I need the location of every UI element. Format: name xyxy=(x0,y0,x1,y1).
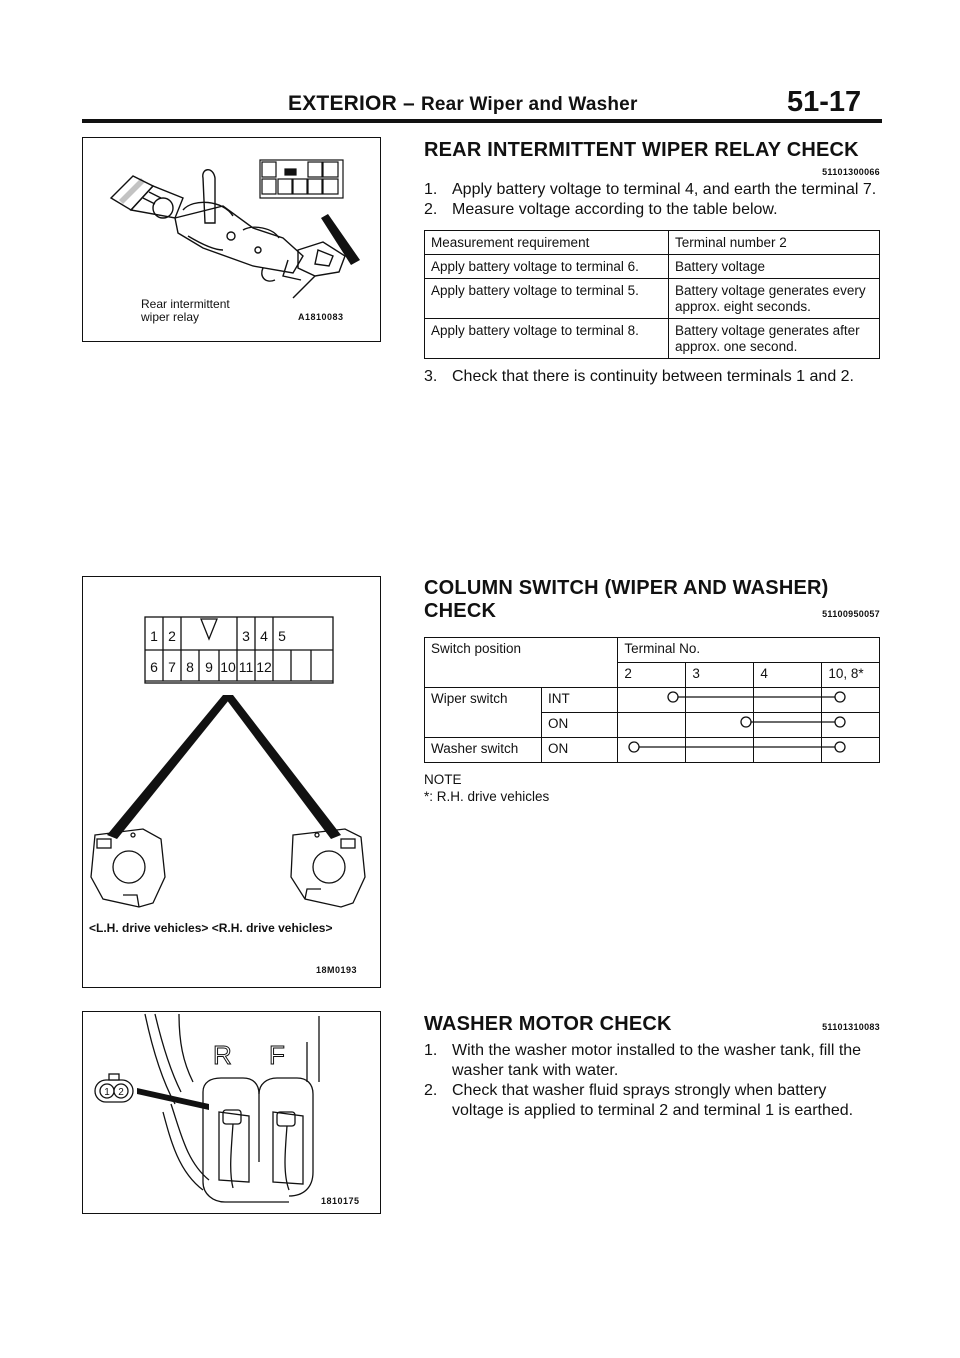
table-cell xyxy=(618,688,686,713)
step-number: 1. xyxy=(424,181,438,198)
relay-label-line1: Rear intermittent xyxy=(141,297,230,311)
terminal-header: 2 xyxy=(618,663,686,688)
step-number: 3. xyxy=(424,368,438,385)
figure-column-switch xyxy=(82,576,381,988)
header-subsection: Rear Wiper and Washer xyxy=(420,94,638,115)
step-number: 2. xyxy=(424,201,438,218)
table-cell xyxy=(686,713,754,738)
section-title: REAR INTERMITTENT WIPER RELAY CHECK xyxy=(424,139,859,161)
switch-continuity-table xyxy=(424,637,880,763)
header-rule xyxy=(82,119,882,123)
step-text: Measure voltage according to the table below. xyxy=(452,201,778,218)
table-cell xyxy=(822,688,880,713)
washer-motor-illustration xyxy=(83,1012,380,1213)
table-header-cell: Terminal number 2 xyxy=(669,231,880,255)
table-row xyxy=(425,279,880,319)
note-label: NOTE xyxy=(424,772,462,787)
step-number: 1. xyxy=(424,1042,438,1059)
section-title: WASHER MOTOR CHECK xyxy=(424,1013,672,1035)
table-header-row xyxy=(425,231,880,255)
table-cell xyxy=(754,713,822,738)
figure-code: 1810175 xyxy=(321,1196,360,1206)
section-relay-check xyxy=(424,139,880,387)
pin-label: 11 xyxy=(238,659,254,675)
figure-washer-motor xyxy=(82,1011,381,1214)
section-title-line2: CHECK xyxy=(424,600,497,622)
table-cell: Battery voltage xyxy=(669,255,880,279)
table-cell: Apply battery voltage to terminal 6. xyxy=(425,255,669,279)
terminal-header: 3 xyxy=(686,663,754,688)
switch-pos: ON xyxy=(542,713,618,738)
connector-pin: 1 xyxy=(104,1087,110,1098)
step-text: Check that washer fluid sprays strongly when battery voltage is applied to terminal 2 and terminal 1 is earthed. xyxy=(452,1082,854,1119)
step-text: With the washer motor installed to the washer tank, fill the washer tank with water. xyxy=(452,1042,862,1079)
pin-label: 10 xyxy=(220,659,236,675)
pin-label: 1 xyxy=(150,628,158,644)
step-number: 2. xyxy=(424,1082,438,1099)
relay-label-line2: wiper relay xyxy=(141,310,200,324)
switch-name: Washer switch xyxy=(425,738,542,763)
figure-code: A1810083 xyxy=(298,312,344,322)
pin-label: 8 xyxy=(186,659,194,675)
figure-relay xyxy=(82,137,381,342)
header-dash: – xyxy=(403,92,415,115)
step-2 xyxy=(424,200,880,220)
rh-drive-label: <R.H. drive vehicles> xyxy=(211,921,333,935)
pin-label: 6 xyxy=(150,659,158,675)
table-row xyxy=(425,255,880,279)
table-cell xyxy=(618,738,686,763)
section-washer-motor-check xyxy=(424,1013,880,1121)
table-header-cell: Terminal No. xyxy=(618,638,880,663)
table-cell xyxy=(686,738,754,763)
table-header-cell: Measurement requirement xyxy=(425,231,669,255)
section-code: 51100950057 xyxy=(822,609,880,619)
section-code: 51101300066 xyxy=(822,167,880,177)
section-code: 51101310083 xyxy=(822,1022,880,1032)
page-number: 51-17 xyxy=(787,86,862,118)
drive-labels xyxy=(89,921,332,935)
relay-voltage-table xyxy=(424,230,880,359)
note-text: *: R.H. drive vehicles xyxy=(424,789,550,804)
table-cell xyxy=(754,738,822,763)
pin-label: 4 xyxy=(260,628,268,644)
step-text: Apply battery voltage to terminal 4, and earth the terminal 7. xyxy=(452,181,877,198)
switch-pos: ON xyxy=(542,738,618,763)
relay-label xyxy=(141,298,230,324)
relay-terminal-diagram xyxy=(260,160,343,198)
terminal-header: 10, 8* xyxy=(822,663,880,688)
step-1 xyxy=(424,180,880,200)
tank-letter-f: F xyxy=(269,1040,285,1070)
tank-letter-r: R xyxy=(213,1040,232,1070)
step-2 xyxy=(424,1081,880,1121)
note xyxy=(424,771,880,805)
relay-illustration xyxy=(83,138,380,341)
step-text: Check that there is continuity between terminals 1 and 2. xyxy=(452,368,854,385)
pin-label: 5 xyxy=(278,628,286,644)
pointer-arrow xyxy=(137,1088,209,1110)
pin-label: 3 xyxy=(242,628,250,644)
figure-code: 18M0193 xyxy=(316,965,358,975)
table-cell xyxy=(822,738,880,763)
header-section: EXTERIOR xyxy=(288,92,397,115)
pin-label: 9 xyxy=(205,659,213,675)
table-header-cell: Switch position xyxy=(425,638,618,688)
table-cell: Apply battery voltage to terminal 5. xyxy=(425,279,669,319)
table-cell: Apply battery voltage to terminal 8. xyxy=(425,319,669,359)
connector-pin: 2 xyxy=(118,1087,124,1098)
section-title-line1: COLUMN SWITCH (WIPER AND WASHER) xyxy=(424,577,829,599)
pin-label: 7 xyxy=(168,659,176,675)
table-header-row xyxy=(425,638,880,663)
table-cell xyxy=(618,713,686,738)
table-row xyxy=(425,319,880,359)
table-cell: Battery voltage generates every approx. eight seconds. xyxy=(669,279,880,319)
table-cell: Battery voltage generates after approx. one second. xyxy=(669,319,880,359)
terminal-header: 4 xyxy=(754,663,822,688)
switch-name: Wiper switch xyxy=(425,688,542,738)
table-row xyxy=(425,688,880,713)
step-3 xyxy=(424,367,880,387)
table-cell xyxy=(754,688,822,713)
step-1 xyxy=(424,1041,880,1081)
table-cell xyxy=(822,713,880,738)
lh-drive-label: <L.H. drive vehicles> xyxy=(89,921,209,935)
switch-pos: INT xyxy=(542,688,618,713)
section-column-switch-check xyxy=(424,577,880,805)
table-row xyxy=(425,738,880,763)
pin-label: 2 xyxy=(168,628,176,644)
page-header-title xyxy=(288,92,638,116)
pin-label: 12 xyxy=(256,659,272,675)
table-cell xyxy=(686,688,754,713)
